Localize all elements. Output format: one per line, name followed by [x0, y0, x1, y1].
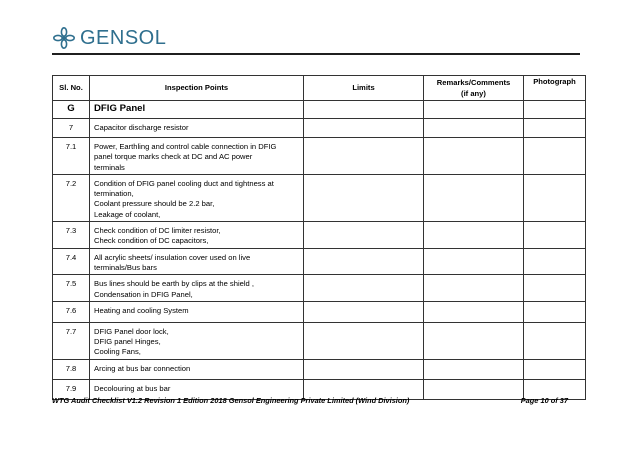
- inspection-point-line: DFIG Panel door lock,: [94, 326, 169, 336]
- sl-no-cell: 7.6: [53, 301, 90, 322]
- photograph-cell: [524, 248, 586, 275]
- header-remarks-line-1: Remarks/Comments: [436, 78, 511, 87]
- inspection-point-line: Heating and cooling System: [94, 305, 189, 315]
- sl-no-cell: 7.7: [53, 322, 90, 359]
- limits-cell: [304, 119, 424, 138]
- table-row: [53, 248, 586, 275]
- table-row: [53, 138, 586, 175]
- inspection-point-line: Condition of DFIG panel cooling duct and tightness at: [94, 178, 274, 188]
- inspection-point-line: DFIG panel Hinges,: [94, 337, 161, 347]
- inspection-point-line: Power, Earthling and control cable connection in DFIG: [94, 142, 277, 151]
- inspection-point-line: Check condition of DC capacitors,: [94, 236, 209, 246]
- sl-no-cell: 7.2: [53, 174, 90, 221]
- page-footer: [52, 396, 568, 405]
- header-sl-no: Sl. No.: [53, 76, 90, 101]
- table-row: [53, 119, 586, 138]
- limits-cell: [304, 222, 424, 249]
- section-title: DFIG Panel: [90, 101, 304, 119]
- photograph-cell: [524, 138, 586, 175]
- remarks-cell: [424, 359, 524, 379]
- inspection-point-cell: [90, 174, 304, 221]
- inspection-point-line: Decolouring at bus bar: [94, 383, 171, 393]
- footer-page-number: Page 10 of 37: [520, 396, 568, 405]
- limits-cell: [304, 138, 424, 175]
- table-row: [53, 322, 586, 359]
- sl-no-cell: 7.9: [53, 379, 90, 399]
- remarks-cell: [424, 174, 524, 221]
- inspection-point-line: panel torque marks check at DC and AC power: [94, 152, 253, 162]
- remarks-cell: [424, 119, 524, 138]
- inspection-point-line: terminals/Bus bars: [94, 262, 157, 272]
- remarks-cell: [424, 322, 524, 359]
- inspection-table: [52, 75, 586, 400]
- photograph-cell: [524, 174, 586, 221]
- remarks-cell: [424, 101, 524, 119]
- inspection-point-line: Check condition of DC limiter resistor,: [94, 226, 221, 236]
- brand-name: GENSOL: [80, 27, 167, 49]
- inspection-point-cell: [90, 119, 304, 138]
- header-rule: [52, 53, 580, 55]
- inspection-point-line: Condensation in DFIG Panel,: [94, 289, 193, 299]
- inspection-point-cell: [90, 222, 304, 249]
- photograph-cell: [524, 119, 586, 138]
- inspection-point-cell: [90, 275, 304, 302]
- limits-cell: [304, 174, 424, 221]
- header-remarks-line-2: (if any): [461, 89, 486, 98]
- photograph-cell: [524, 322, 586, 359]
- limits-cell: [304, 322, 424, 359]
- inspection-point-line: Capacitor discharge resistor: [94, 123, 189, 132]
- table-row: [53, 174, 586, 221]
- inspection-point-cell: [90, 359, 304, 379]
- inspection-point-line: Leakage of coolant,: [94, 209, 161, 219]
- photograph-cell: [524, 301, 586, 322]
- limits-cell: [304, 359, 424, 379]
- table-row: [53, 275, 586, 302]
- table-row: [53, 359, 586, 379]
- inspection-point-cell: [90, 322, 304, 359]
- limits-cell: [304, 248, 424, 275]
- gensol-logo: [52, 26, 166, 50]
- header-remarks: [424, 76, 524, 101]
- table-row: [53, 301, 586, 322]
- limits-cell: [304, 101, 424, 119]
- sl-no-cell: 7.1: [53, 138, 90, 175]
- inspection-point-line: Coolant pressure should be 2.2 bar,: [94, 199, 215, 209]
- limits-cell: [304, 275, 424, 302]
- inspection-point-line: Cooling Fans,: [94, 347, 141, 357]
- sl-no-cell: 7.4: [53, 248, 90, 275]
- sl-no-cell: 7.8: [53, 359, 90, 379]
- remarks-cell: [424, 275, 524, 302]
- gensol-logo-mark-icon: [52, 26, 76, 50]
- section-row: [53, 101, 586, 119]
- inspection-point-cell: [90, 248, 304, 275]
- remarks-cell: [424, 248, 524, 275]
- remarks-cell: [424, 138, 524, 175]
- photograph-cell: [524, 101, 586, 119]
- header-limits: Limits: [304, 76, 424, 101]
- footer-document-title: WTG Audit Checklist V1.2 Revision 1 Edition 2018 Gensol Engineering Private Limited (Wind Division): [52, 396, 410, 405]
- sl-no-cell: 7.3: [53, 222, 90, 249]
- table-header-row: [53, 76, 586, 101]
- remarks-cell: [424, 301, 524, 322]
- photograph-cell: [524, 275, 586, 302]
- sl-no-cell: 7: [53, 119, 90, 138]
- table-row: [53, 222, 586, 249]
- inspection-point-line: terminals: [94, 162, 125, 172]
- photograph-cell: [524, 222, 586, 249]
- limits-cell: [304, 301, 424, 322]
- sl-no-cell: 7.5: [53, 275, 90, 302]
- inspection-point-cell: [90, 138, 304, 175]
- inspection-point-line: Arcing at bus bar connection: [94, 363, 191, 373]
- section-id: G: [53, 101, 90, 119]
- inspection-point-cell: [90, 301, 304, 322]
- header-inspection-points: Inspection Points: [90, 76, 304, 101]
- remarks-cell: [424, 222, 524, 249]
- inspection-point-line: termination,: [94, 189, 134, 199]
- photograph-cell: [524, 359, 586, 379]
- header-photograph: Photograph: [524, 76, 586, 101]
- inspection-point-line: Bus lines should be earth by clips at the shield ,: [94, 279, 254, 289]
- inspection-point-line: All acrylic sheets/ insulation cover used on live: [94, 252, 251, 262]
